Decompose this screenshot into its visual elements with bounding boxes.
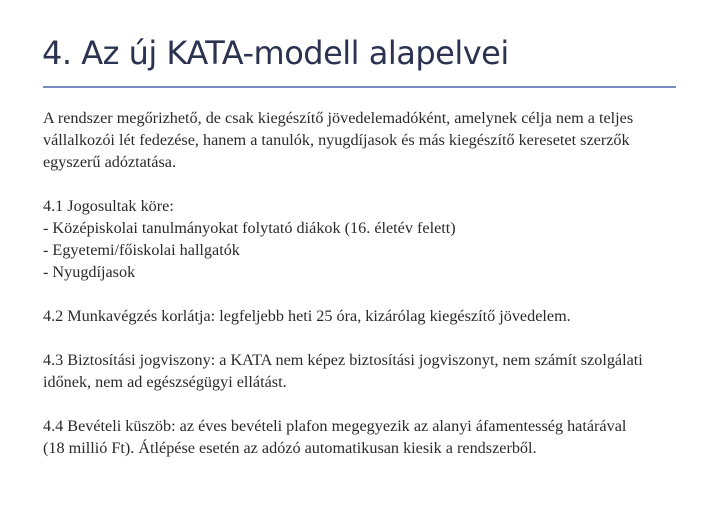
list-item: - Egyetemi/főiskolai hallgatók [43,241,240,259]
section-4-4 [43,415,643,459]
text-line: 4.3 Biztosítási jogviszony: a KATA nem képez biztosítási jogviszonyt, nem számít szolgálati [43,351,643,369]
text-line: időnek, nem ad egészségügyi ellátást. [43,373,287,391]
list-item: - Középiskolai tanulmányokat folytató diákok (16. életév felett) [43,219,456,237]
text-line: (18 millió Ft). Átlépése esetén az adózó automatikusan kiesik a rendszerből. [43,439,537,457]
intro-paragraph [43,107,643,173]
text-line: vállalkozói lét fedezése, hanem a tanulók, nyugdíjasok és más kiegészítő keresetet szerzők [43,131,630,149]
slide-body [43,107,643,481]
list-item: - Nyugdíjasok [43,263,136,281]
text-line: A rendszer megőrizhető, de csak kiegészítő jövedelemadóként, amelynek célja nem a teljes [43,109,634,127]
text-line: 4.4 Bevételi küszöb: az éves bevételi plafon megegyezik az alanyi áfamentesség határával [43,417,627,435]
section-4-1 [43,195,643,283]
section-heading: 4.1 Jogosultak köre: [43,197,174,215]
section-4-2 [43,305,643,327]
slide-title: 4. Az új KATA-modell alapelvei [42,34,509,72]
title-divider [43,86,676,88]
text-line: egyszerű adóztatása. [43,153,177,171]
section-4-3 [43,349,643,393]
text-line: 4.2 Munkavégzés korlátja: legfeljebb heti 25 óra, kizárólag kiegészítő jövedelem. [43,307,571,325]
